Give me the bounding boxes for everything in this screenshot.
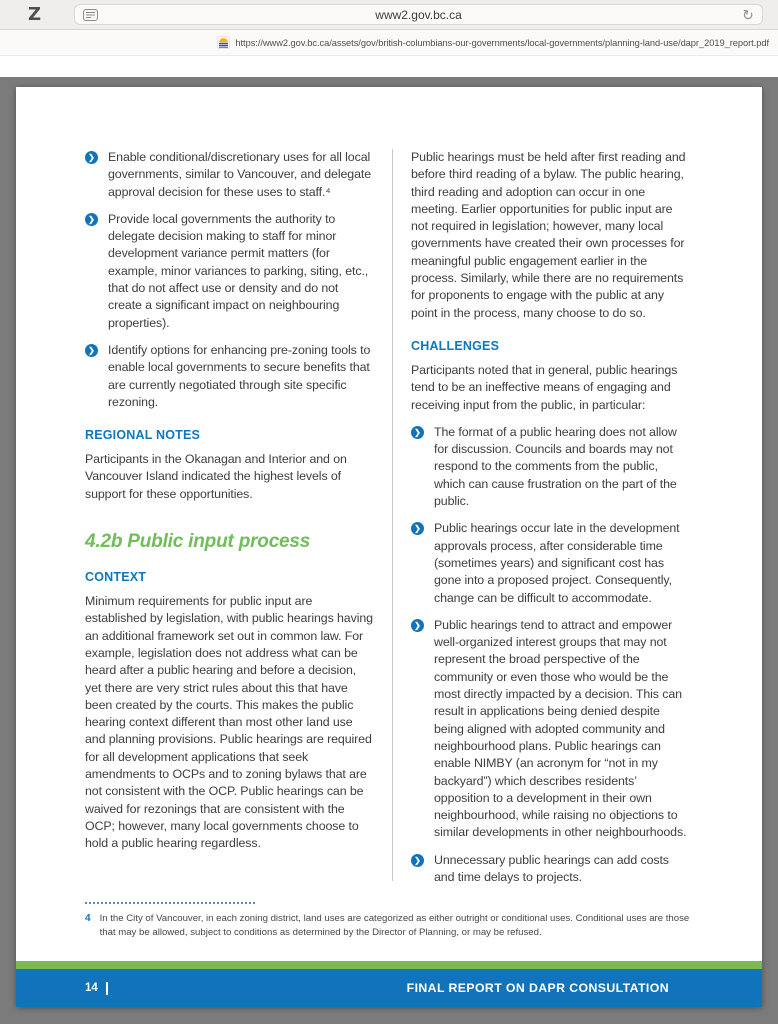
report-title: FINAL REPORT ON DAPR CONSULTATION [406, 981, 669, 995]
address-bar-domain: www2.gov.bc.ca [375, 7, 462, 22]
bullet-text: Enable conditional/discretionary uses for all local governments, similar to Vancouver, and delegate approval decision for these uses to staff.⁴ [108, 150, 371, 199]
regional-notes-paragraph: Participants in the Okanagan and Interior and on Vancouver Island indicated the highest levels of support for these opportunities. [85, 452, 347, 501]
section-heading: 4.2b Public input process [85, 531, 311, 553]
refresh-icon[interactable]: ↻ [740, 5, 756, 24]
content-top-strip [0, 56, 778, 77]
chevron-bullet-icon: ❯ [85, 213, 98, 226]
right-column [411, 149, 692, 896]
two-column-layout [85, 149, 692, 896]
page-number-block [85, 982, 108, 995]
pdf-viewer-background [0, 77, 778, 1023]
footnote-number: 4 [85, 913, 91, 924]
challenges-heading: CHALLENGES [411, 338, 500, 353]
chevron-bullet-icon: ❯ [85, 151, 98, 164]
challenges-intro-paragraph: Participants noted that in general, public hearings tend to be an ineffective means of engaging and receiving input from the public, in particular: [411, 362, 678, 412]
list-item [411, 520, 692, 606]
document-url: https://www2.gov.bc.ca/assets/gov/british-columbians-our-governments/local-governments/planning-land-use/dapr_2019_report.pdf [235, 37, 769, 48]
browser-logo: Z [28, 3, 42, 25]
site-favicon [217, 36, 230, 49]
bullet-text: Public hearings tend to attract and empower well-organized interest groups that may not represent the broad perspective of the community or even those who would be the most directly impacted by a decision. This can result in applications being denied despite being aligned with adopted community and neighbourhood plans. Public hearings can enable NIMBY (an acronym for “not in my backyard”) which describes residents’ opposition to a development in their own neighbourhood, while raising no objections to similar developments in other neighbourhoods. [434, 617, 687, 840]
footer-green-bar [16, 961, 762, 969]
chevron-bullet-icon: ❯ [411, 619, 424, 632]
chevron-bullet-icon: ❯ [411, 854, 424, 867]
reader-view-icon[interactable] [83, 9, 98, 21]
bullet-text: The format of a public hearing does not allow for discussion. Councils and boards may not respond to the comments from the public, which can cause frustration on the part of the public. [434, 424, 677, 509]
context-paragraph: Minimum requirements for public input are established by legislation, with public hearings having an additional framework set out in common law. For example, legislation does not address what can be heard after a public hearing and before a decision, yet there are very strict rules about this that have been created by the courts. This makes the public hearing context different than most other land use and planning provisions. Public hearings are required for all development applications that seek amendments to OCPs and to zoning bylaws that are not consistent with the OCP. Public hearings can be waived for rezonings that are consistent with the OCP; however, many local governments choose to hold a public hearing regardless. [85, 594, 373, 851]
list-item [411, 424, 692, 510]
list-item [85, 149, 374, 201]
chevron-bullet-icon: ❯ [85, 344, 98, 357]
regional-notes-heading: REGIONAL NOTES [85, 428, 201, 443]
page-number: 14 [85, 982, 98, 994]
footnote-text: In the City of Vancouver, in each zoning district, land uses are categorized as either outright or conditional uses. Conditional uses are those that may be allowed, subject to conditions as determined by the Director of Planning, or may be refused. [99, 913, 690, 938]
page-number-separator [106, 982, 108, 995]
bullet-text: Public hearings occur late in the development approvals process, after considerable time (sometimes years) and significant cost has gone into a proposed project. Consequently, change can be difficult to accommodate. [434, 521, 680, 605]
left-column [85, 149, 374, 896]
chevron-bullet-icon: ❯ [411, 426, 424, 439]
browser-toolbar [0, 0, 778, 30]
list-item [411, 852, 692, 887]
footnote [85, 912, 692, 939]
bullet-text: Provide local governments the authority to delegate decision making to staff for minor development variance permit matters (for example, minor variances to parking, siting, etc., that do not affect use or density and do not create a significant impact on neighbouring properties). [108, 211, 369, 330]
footnote-block [85, 902, 692, 939]
bullet-text: Unnecessary public hearings can add costs and time delays to projects. [434, 852, 669, 884]
list-item [411, 617, 692, 842]
chevron-bullet-icon: ❯ [411, 522, 424, 535]
address-bar[interactable] [74, 4, 763, 25]
list-item [85, 342, 374, 411]
footer-blue-bar [16, 969, 762, 1007]
list-item [85, 211, 374, 332]
footnote-divider [85, 902, 255, 904]
context-heading: CONTEXT [85, 570, 147, 585]
public-hearings-paragraph: Public hearings must be held after first reading and before third reading of a bylaw. The public hearing, third reading and adoption can occur in one meeting. Earlier opportunities for public input are not required in legislation; however, many local governments have created their own processes for meaningful public engagement earlier in the process. Similarly, while there are no requirements for proponents to engage with the public at any point in the process, many choose to do so. [411, 150, 686, 320]
pdf-page-body [16, 87, 762, 961]
document-location-row [0, 30, 778, 56]
bullet-text: Identify options for enhancing pre-zoning tools to enable local governments to secure benefits that are currently negotiated through site specific rezoning. [108, 342, 371, 409]
pdf-page [16, 87, 762, 1007]
column-divider [392, 149, 393, 881]
